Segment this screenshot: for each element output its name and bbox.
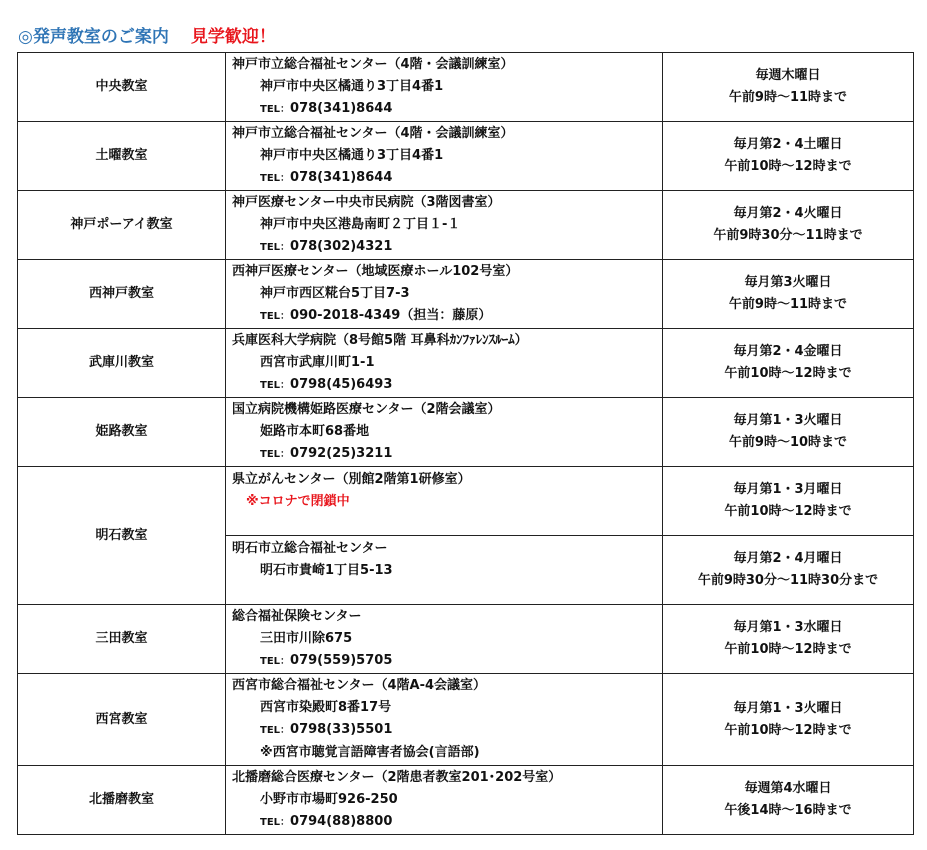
class-name: 姫路教室 (18, 398, 226, 467)
tel-number: 0794(88)8800 (290, 813, 393, 829)
facility-name: 神戸市立総合福祉センター（4階・会議訓練室） (232, 56, 514, 72)
class-address-cell (226, 122, 663, 191)
schedule-time: 午前10時～12時まで (724, 159, 852, 174)
title-accent: 見学歓迎！ (190, 26, 276, 47)
street-address: 神戸市中央区橘通り3丁目4番1 (260, 78, 444, 94)
class-address-cell (226, 191, 663, 260)
tel-label: TEL： (260, 725, 291, 736)
tel-label: TEL： (260, 241, 291, 253)
street-address: 西宮市染殿町8番17号 (260, 700, 392, 715)
tel-label: TEL： (260, 379, 291, 391)
schedule-time: 午後14時～16時まで (724, 803, 852, 818)
phone (232, 650, 662, 673)
schedule-time: 午前10時～12時まで (724, 722, 852, 738)
street-address: 三田市川除675 (260, 630, 353, 646)
schedule-cell (663, 191, 914, 260)
schedule-day: 毎月第1・3火曜日 (733, 413, 843, 428)
schedule-cell (663, 674, 914, 766)
schedule-time: 午前9時30分～11時30分まで (697, 573, 879, 588)
schedule-time: 午前9時～10時まで (728, 435, 848, 450)
class-address-cell (226, 766, 663, 835)
class-address-cell (226, 467, 663, 536)
title-main: ◎発声教室のご案内 (18, 26, 169, 47)
tel-number: 078(341)8644 (290, 100, 393, 116)
schedule-day: 毎月第2・4月曜日 (733, 551, 843, 566)
schedule-day: 毎週木曜日 (755, 68, 821, 83)
class-name: 神戸ポーアイ教室 (18, 191, 226, 260)
table-row (18, 122, 914, 191)
class-address-cell (226, 329, 663, 398)
street-address: 西宮市武庫川町1-1 (260, 354, 375, 370)
facility-name: 神戸市立総合福祉センター（4階・会議訓練室） (232, 125, 514, 141)
tel-number: 079(559)5705 (290, 652, 393, 668)
schedule-cell (663, 766, 914, 835)
tel-number: 0798(33)5501 (290, 722, 393, 737)
table-row (18, 329, 914, 398)
class-address-cell (226, 605, 663, 674)
table-row (18, 766, 914, 835)
phone (232, 443, 662, 466)
phone (232, 305, 662, 328)
class-name: 西神戸教室 (18, 260, 226, 329)
tel-number: 078(302)4321 (290, 238, 393, 254)
schedule-cell (663, 329, 914, 398)
street-address: 明石市貴崎1丁目5-13 (260, 563, 393, 578)
phone (232, 98, 662, 121)
facility-name: 北播磨総合医療センター（2階患者教室201･202号室） (232, 769, 562, 785)
table-row (18, 191, 914, 260)
facility-name: 国立病院機構姫路医療センター（2階会議室） (232, 401, 501, 417)
class-address-cell (226, 398, 663, 467)
tel-label: TEL： (260, 816, 291, 828)
street-address: 神戸市中央区港島南町２丁目１-１ (260, 216, 461, 232)
class-address-cell (226, 674, 663, 766)
schedule-day: 毎月第3火曜日 (744, 275, 832, 290)
tel-number: 090-2018-4349（担当：藤原） (290, 307, 492, 323)
facility-name: 神戸医療センター中央市民病院（3階図書室） (232, 194, 501, 210)
class-address-cell (226, 53, 663, 122)
schedule-time: 午前10時～12時まで (724, 366, 852, 381)
closure-note: ※コロナで閉鎖中 (246, 494, 350, 509)
schedule-time: 午前10時～12時まで (724, 504, 852, 519)
tel-number: 0798(45)6493 (290, 376, 393, 392)
class-name: 中央教室 (18, 53, 226, 122)
table-row (18, 53, 914, 122)
tel-number: 0792(25)3211 (290, 445, 393, 461)
table-row (18, 467, 914, 536)
phone (232, 374, 662, 397)
tel-number: 078(341)8644 (290, 169, 393, 185)
street-address: 神戸市中央区橘通り3丁目4番1 (260, 147, 444, 163)
tel-label: TEL： (260, 448, 291, 460)
facility-name: 明石市立総合福祉センター (232, 541, 388, 556)
phone (232, 811, 662, 834)
schedule-day: 毎月第1・3月曜日 (733, 482, 843, 497)
facility-name: 兵庫医科大学病院（8号館5階 耳鼻科ｶﾝﾌｧﾚﾝｽﾙｰﾑ） (232, 332, 528, 348)
schedule-day: 毎月第2・4火曜日 (733, 206, 843, 221)
street-address: 神戸市西区糀台5丁目7-3 (260, 285, 410, 301)
table-row (18, 398, 914, 467)
schedule-time: 午前9時～11時まで (728, 90, 848, 105)
class-name: 北播磨教室 (18, 766, 226, 835)
schedule-cell (663, 467, 914, 536)
tel-label: TEL： (260, 103, 291, 115)
schedule-day: 毎月第1・3水曜日 (733, 620, 843, 635)
facility-name: 西神戸医療センター（地域医療ホール102号室） (232, 263, 519, 279)
class-name: 土曜教室 (18, 122, 226, 191)
schedule-cell (663, 53, 914, 122)
tel-label: TEL： (260, 310, 291, 322)
schedule-day: 毎月第2・4土曜日 (733, 137, 843, 152)
class-name: 三田教室 (18, 605, 226, 674)
class-name: 武庫川教室 (18, 329, 226, 398)
facility-name: 県立がんセンター（別館2階第1研修室） (232, 472, 471, 487)
schedule-day: 毎週第4水曜日 (744, 781, 832, 796)
schedule-day: 毎月第1・3火曜日 (733, 700, 843, 716)
schedule-cell (663, 398, 914, 467)
class-name: 明石教室 (18, 467, 226, 605)
table-row (18, 674, 914, 766)
facility-name: 西宮市総合福祉センター（4階A-4会議室） (232, 678, 487, 693)
tel-label: TEL： (260, 655, 291, 667)
phone (232, 167, 662, 190)
phone (232, 719, 662, 742)
table-row (18, 260, 914, 329)
phone (232, 236, 662, 259)
facility-name: 総合福祉保険センター (232, 608, 362, 624)
schedule-cell (663, 536, 914, 605)
table-row (18, 605, 914, 674)
schedule-cell (663, 260, 914, 329)
schedule-time: 午前9時30分～11時まで (713, 228, 863, 243)
classroom-table (17, 52, 914, 835)
class-address-cell (226, 536, 663, 605)
organizer-note: ※西宮市聴覚言語障害者協会(言語部) (260, 745, 480, 760)
class-name: 西宮教室 (18, 674, 226, 766)
class-address-cell (226, 260, 663, 329)
schedule-day: 毎月第2・4金曜日 (733, 344, 843, 359)
schedule-cell (663, 122, 914, 191)
schedule-cell (663, 605, 914, 674)
schedule-time: 午前10時～12時まで (724, 642, 852, 657)
street-address: 小野市市場町926-250 (260, 791, 398, 807)
schedule-time: 午前9時～11時まで (728, 297, 848, 312)
street-address: 姫路市本町68番地 (260, 423, 370, 439)
page-title (18, 20, 276, 48)
tel-label: TEL： (260, 172, 291, 184)
